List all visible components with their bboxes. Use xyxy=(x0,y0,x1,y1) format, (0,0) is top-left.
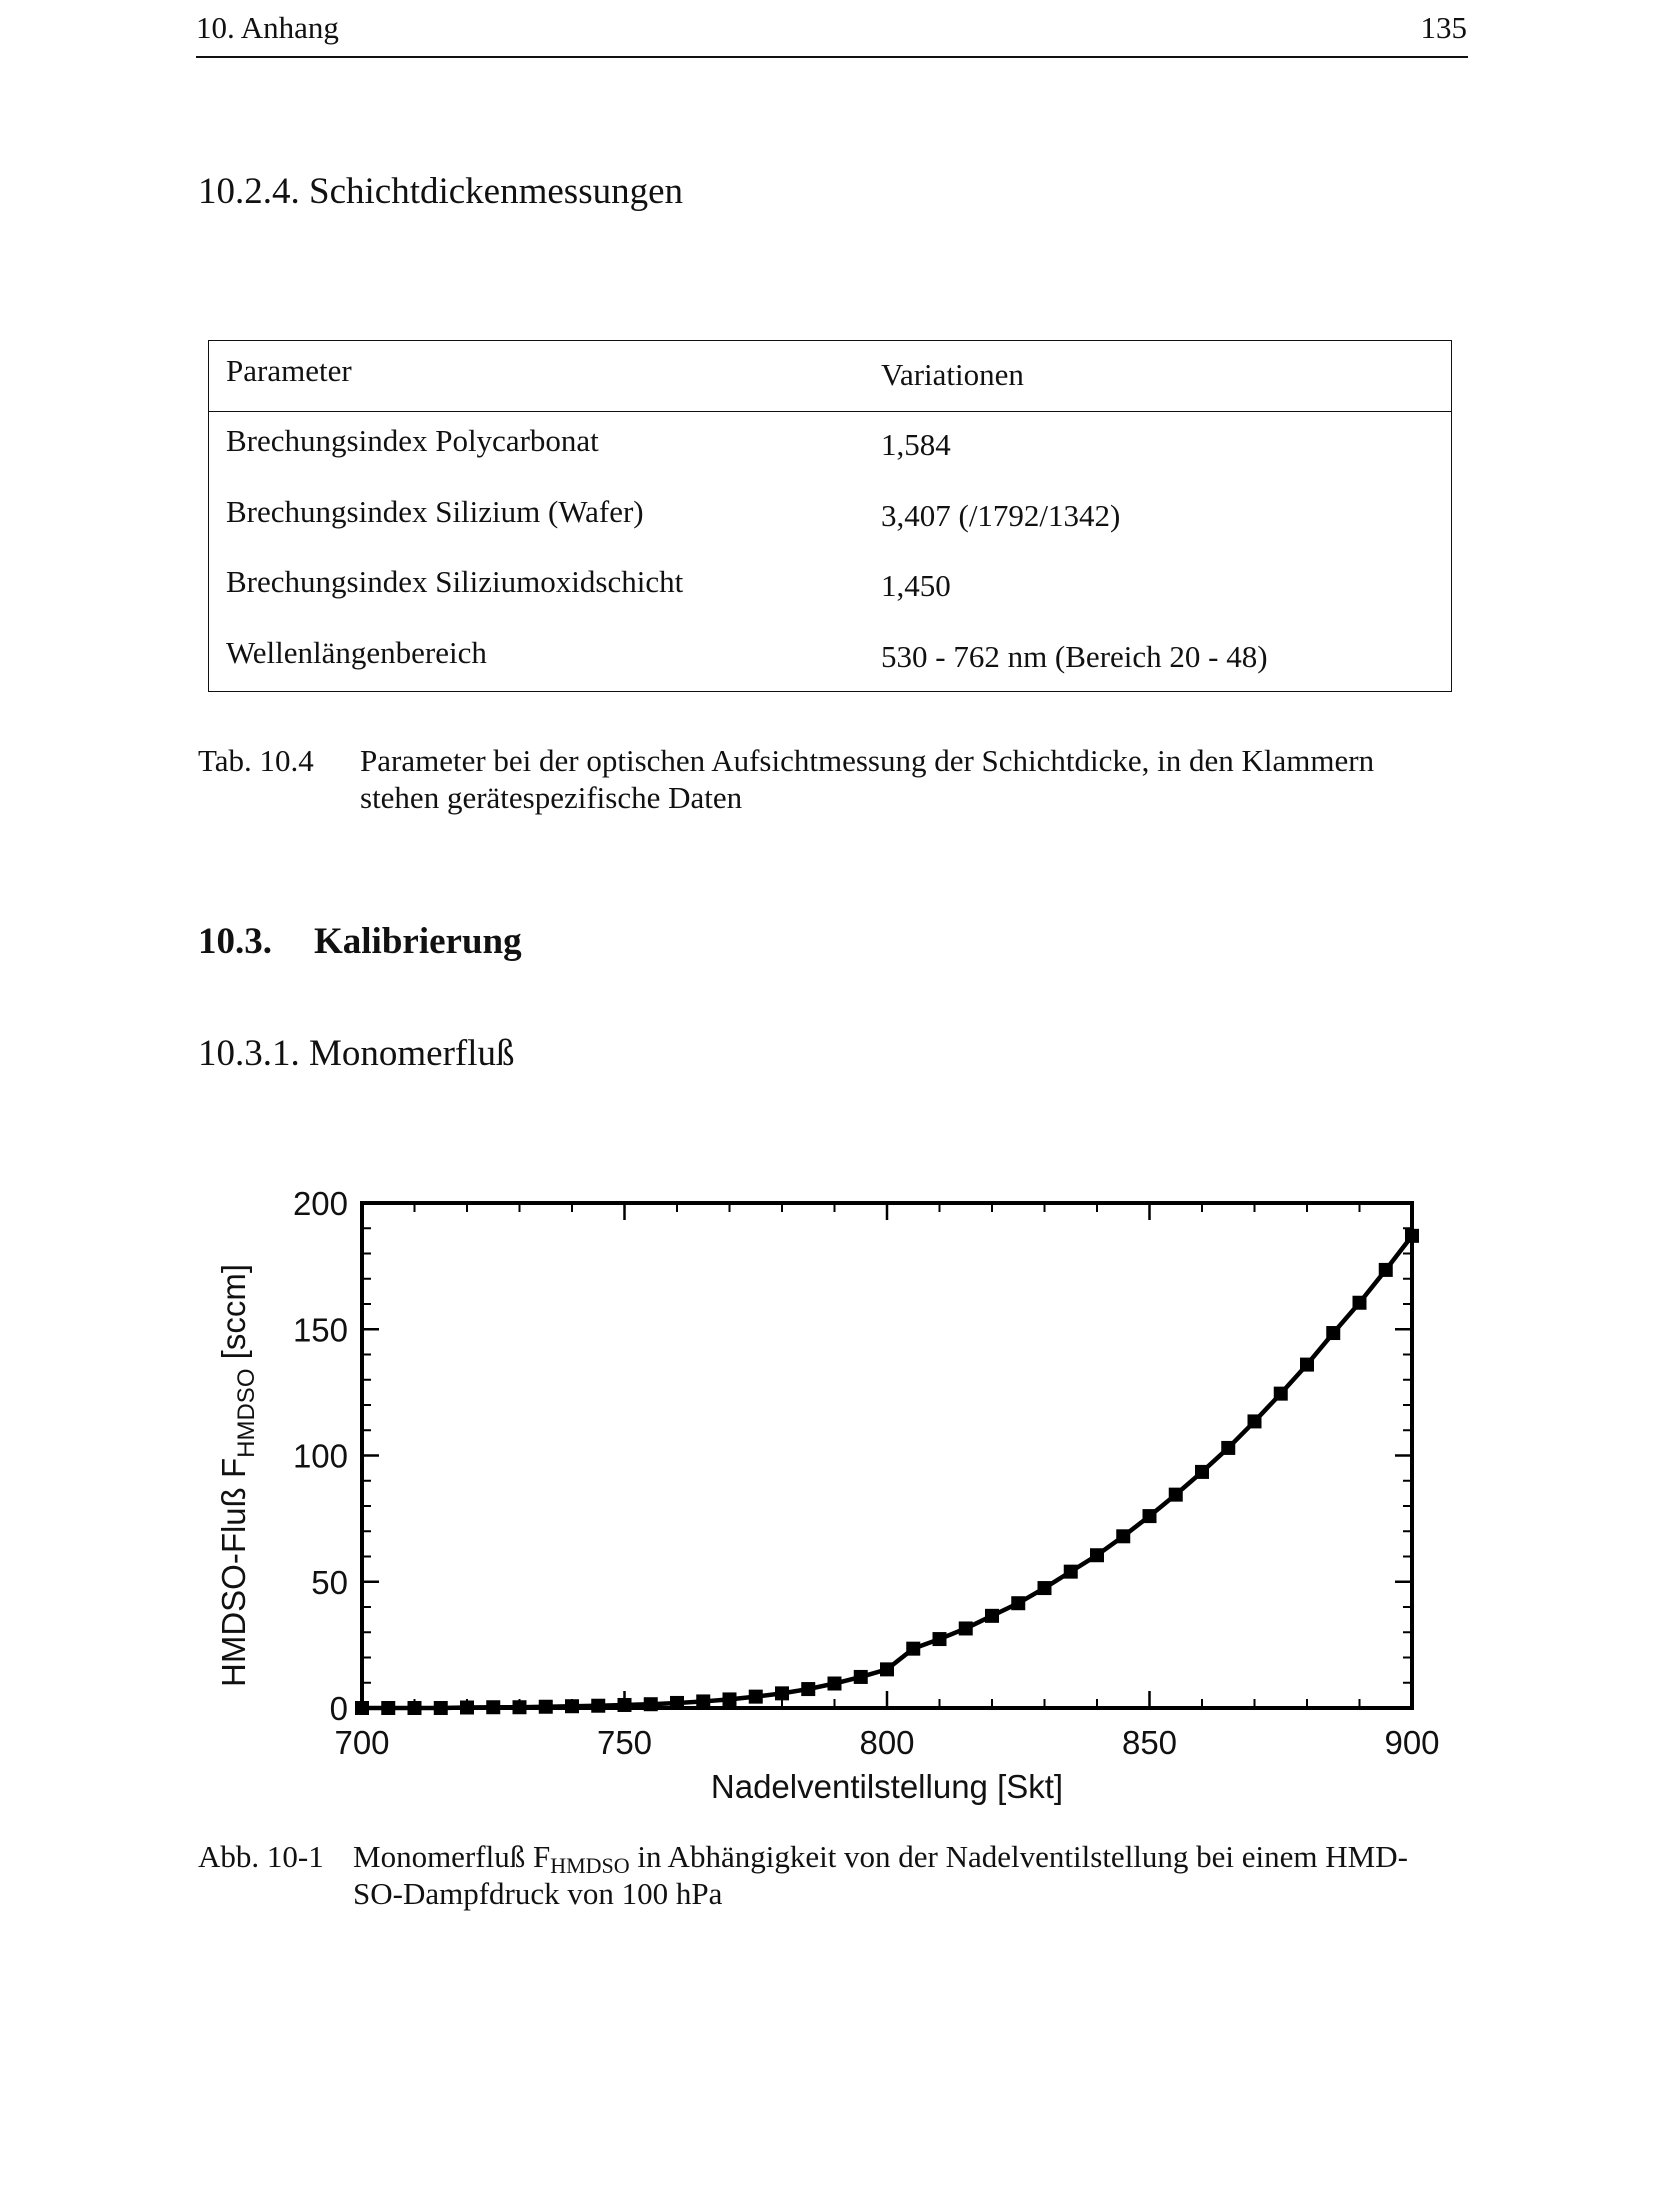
y-tick-label: 150 xyxy=(292,1311,348,1349)
data-point xyxy=(906,1642,920,1656)
data-point xyxy=(1090,1548,1104,1562)
data-point xyxy=(775,1686,789,1700)
section-title: Kalibrierung xyxy=(314,921,522,962)
data-point xyxy=(933,1632,947,1646)
plot-frame xyxy=(362,1203,1412,1708)
figure-caption-label: Abb. 10-1 xyxy=(198,1839,324,1874)
data-point xyxy=(801,1682,815,1696)
y-axis-label-main: HMDSO-Fluß F xyxy=(215,1457,252,1687)
figure-caption-text-a: Monomerfluß F xyxy=(353,1839,551,1874)
data-point xyxy=(1143,1509,1157,1523)
section-heading-10-3-1: 10.3.1. Monomerfluß xyxy=(198,1033,515,1074)
x-tick-label: 850 xyxy=(1121,1724,1178,1761)
data-point xyxy=(1064,1565,1078,1579)
table-cell-parameter: Wellenlängenbereich xyxy=(226,635,487,670)
table-cell-parameter: Brechungsindex Polycarbonat xyxy=(226,423,599,458)
data-point xyxy=(1326,1326,1340,1340)
x-axis-label: Nadelventilstellung [Skt] xyxy=(710,1768,1064,1805)
y-tick-label: 100 xyxy=(292,1437,348,1475)
data-point xyxy=(1116,1529,1130,1543)
data-point xyxy=(723,1692,737,1706)
figure-caption-subscript: HMDSO xyxy=(550,1853,630,1878)
major-ticks xyxy=(362,1203,1412,1708)
data-point xyxy=(1195,1465,1209,1479)
figure-caption-line-2: SO-Dampfdruck von 100 hPa xyxy=(353,1876,723,1911)
x-tick-label: 750 xyxy=(596,1724,653,1761)
data-point xyxy=(1248,1414,1262,1428)
data-point xyxy=(1353,1296,1367,1310)
table-caption xyxy=(198,742,1468,822)
section-heading-10-2-4: 10.2.4. Schichtdickenmessungen xyxy=(198,171,684,212)
table-cell-value: 1,584 xyxy=(881,427,951,462)
running-header-chapter: 10. Anhang xyxy=(196,10,339,45)
minor-ticks xyxy=(362,1203,1412,1708)
table-caption-label: Tab. 10.4 xyxy=(198,743,314,778)
monomer-flow-chart xyxy=(210,1170,1470,1830)
x-tick-label: 900 xyxy=(1384,1724,1440,1761)
data-point xyxy=(1221,1441,1235,1455)
section-heading-10-3 xyxy=(198,920,522,963)
table-caption-line-1: Parameter bei der optischen Aufsichtmessung der Schichtdicke, in den Klammern xyxy=(360,743,1375,778)
header-rule xyxy=(196,56,1468,58)
data-point xyxy=(985,1609,999,1623)
table-cell-parameter: Brechungsindex Silizium (Wafer) xyxy=(226,494,644,529)
data-point xyxy=(1379,1263,1393,1277)
data-point xyxy=(1169,1488,1183,1502)
section-number: 10.3. xyxy=(198,921,272,962)
y-tick-label: 0 xyxy=(329,1690,348,1727)
y-axis-label xyxy=(215,1264,260,1687)
data-point xyxy=(854,1670,868,1684)
data-point xyxy=(1274,1387,1288,1401)
y-tick-label: 50 xyxy=(311,1563,348,1601)
table-header-rule xyxy=(209,411,1451,412)
data-point xyxy=(880,1662,894,1676)
table-cell-value: 1,450 xyxy=(881,568,951,603)
table-cell-parameter: Brechungsindex Siliziumoxidschicht xyxy=(226,564,684,599)
series-line xyxy=(362,1236,1412,1708)
table-cell-value: 3,407 (/1792/1342) xyxy=(881,498,1121,533)
data-point xyxy=(1011,1596,1025,1610)
table-cell-value: 530 - 762 nm (Bereich 20 - 48) xyxy=(881,639,1268,674)
data-point xyxy=(749,1690,763,1704)
x-tick-label: 700 xyxy=(334,1724,390,1761)
y-axis-label-unit: [sccm] xyxy=(215,1264,252,1369)
page-number: 135 xyxy=(1420,10,1467,45)
y-axis-label-subscript: HMDSO xyxy=(233,1368,260,1458)
data-point xyxy=(1300,1358,1314,1372)
figure-caption-text-b: in Abhängigkeit von der Nadelventilstellung bei einem HMD- xyxy=(629,1839,1408,1874)
data-point xyxy=(828,1677,842,1691)
parameter-table xyxy=(208,340,1452,692)
table-header-parameter: Parameter xyxy=(226,353,352,388)
x-tick-label: 800 xyxy=(859,1724,915,1761)
table-header-variationen: Variationen xyxy=(881,357,1024,392)
data-point xyxy=(591,1699,605,1713)
figure-caption xyxy=(198,1838,1468,1918)
data-point xyxy=(959,1621,973,1635)
table-caption-line-2: stehen gerätespezifische Daten xyxy=(360,780,743,815)
data-points xyxy=(355,1229,1419,1715)
y-tick-label: 200 xyxy=(292,1185,348,1222)
data-point xyxy=(1038,1581,1052,1595)
